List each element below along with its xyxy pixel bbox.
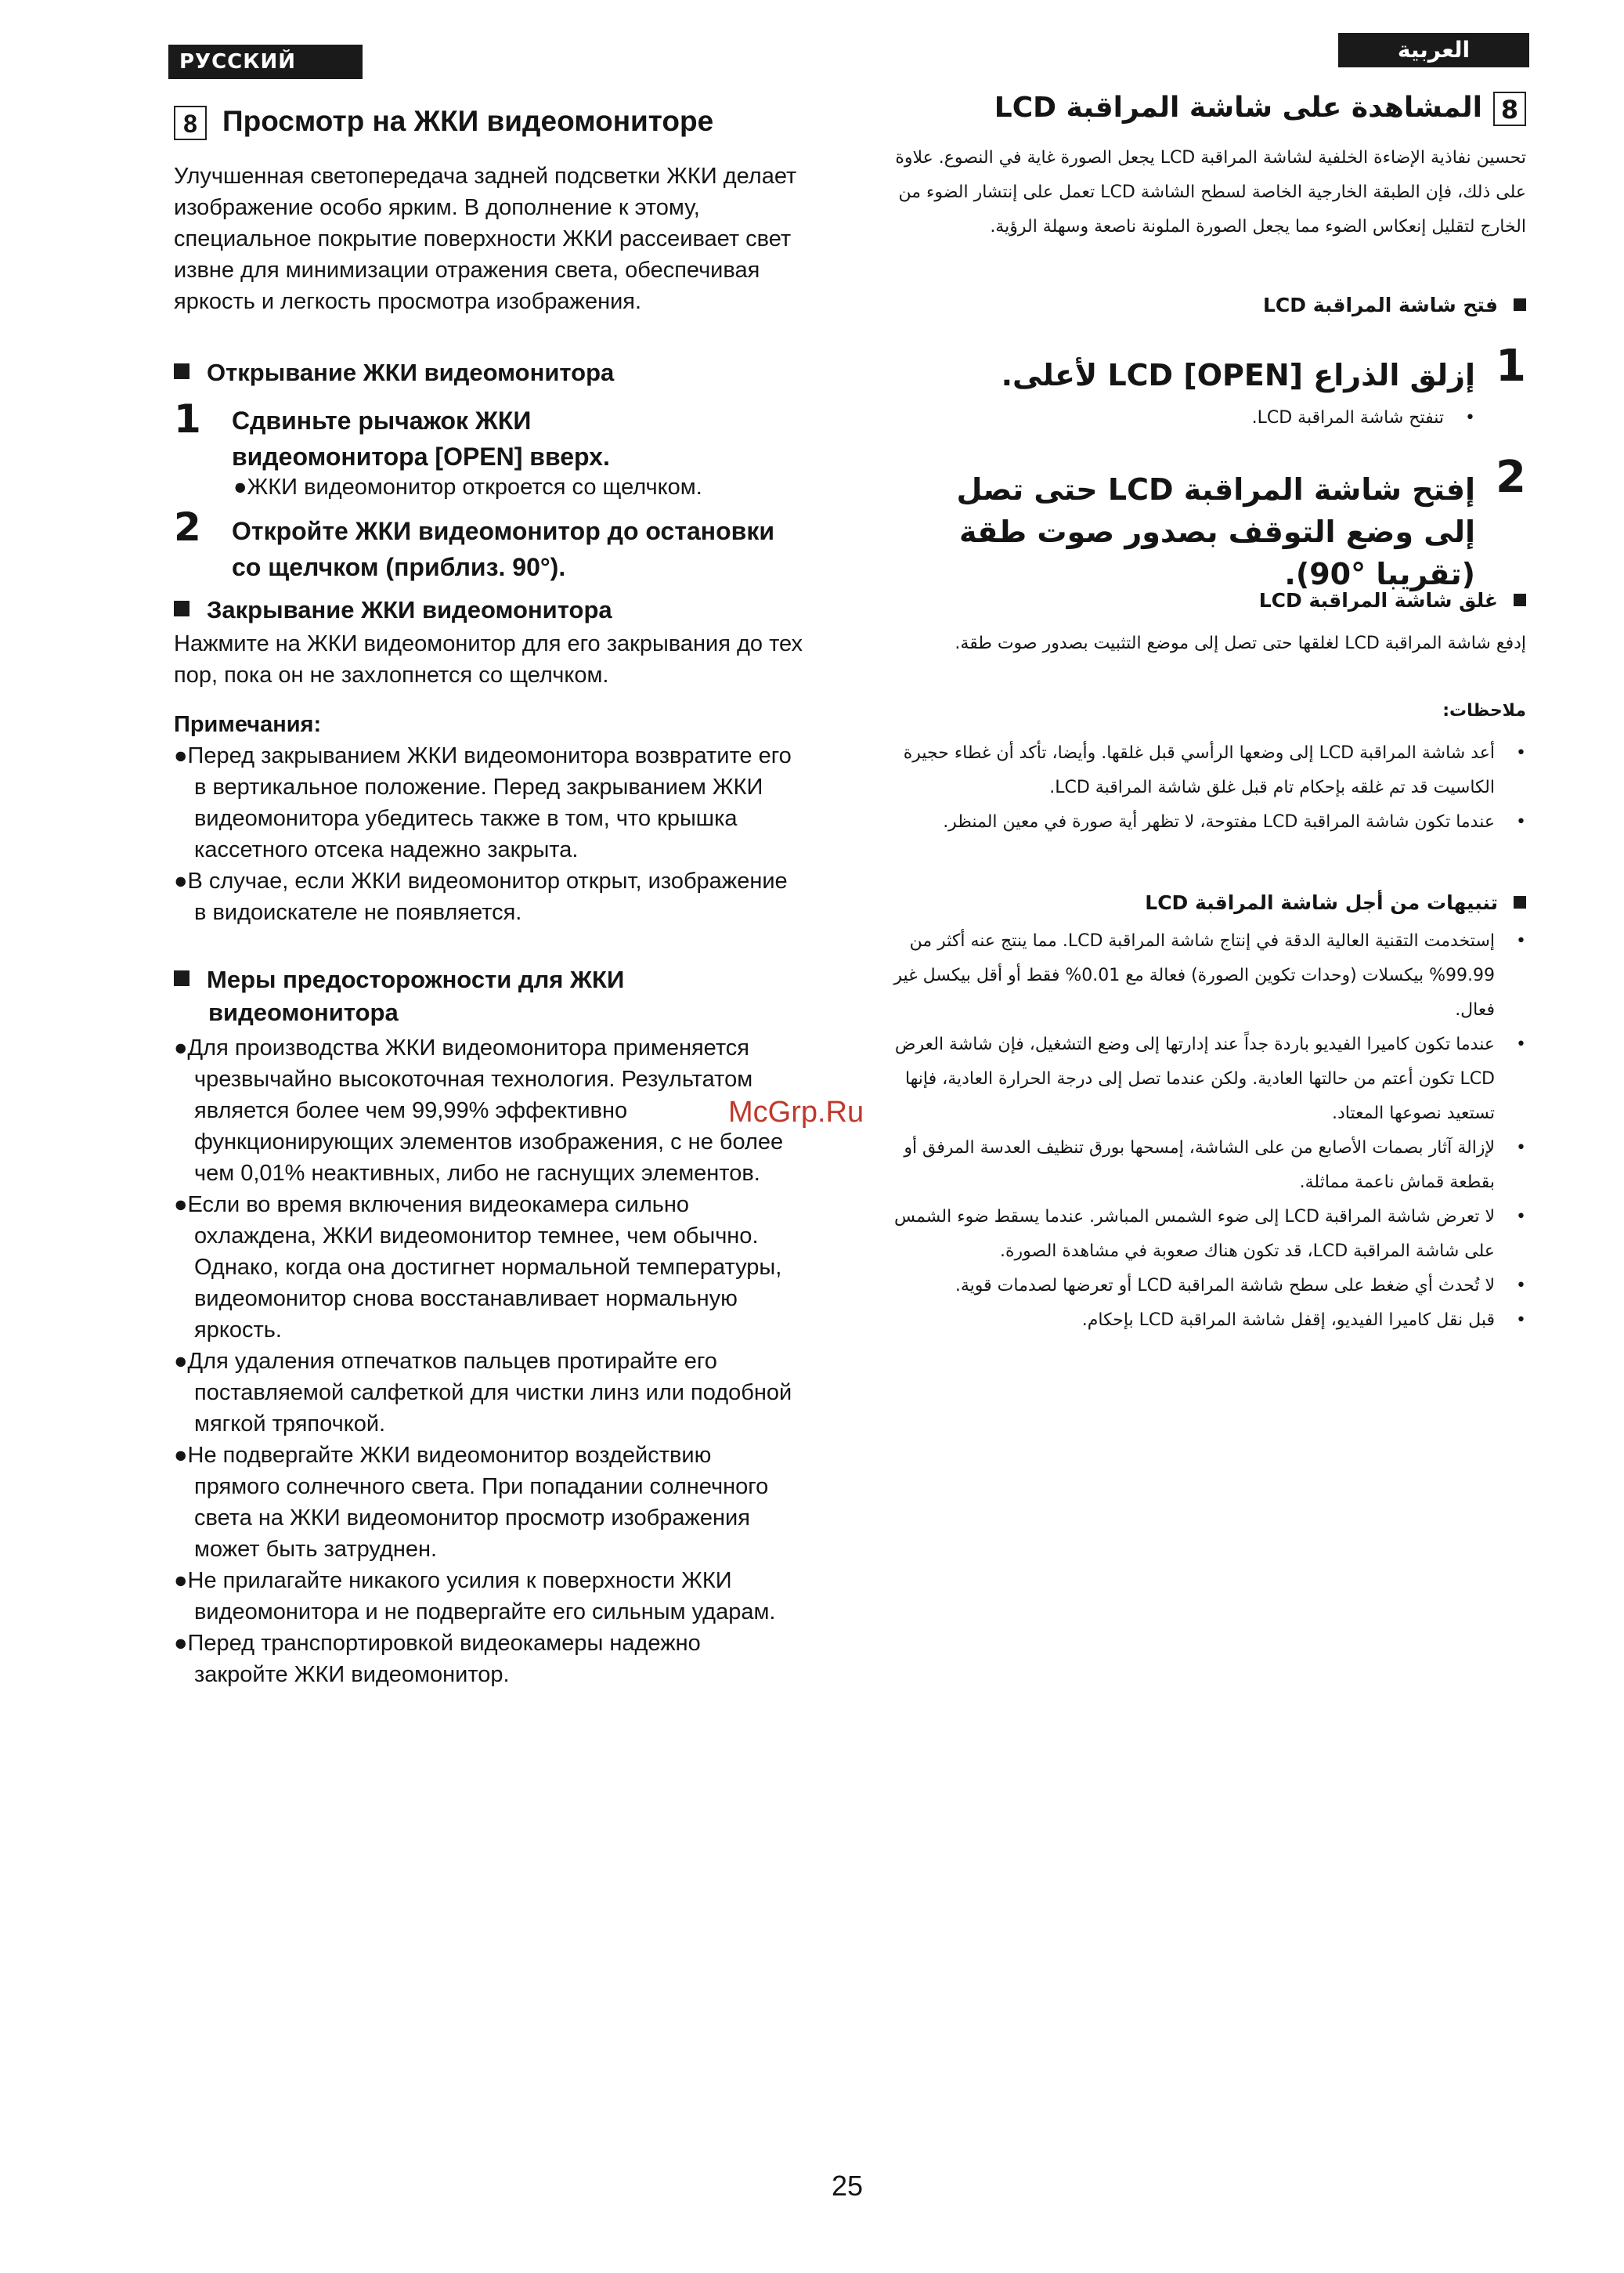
ar-precautions-heading: [1145, 891, 1526, 914]
ru-precaution-item: ●Для удаления отпечатков пальцев протирайте его поставляемой салфеткой для чистки линз или подобной мягкой тряпочкой.: [174, 1349, 792, 1436]
ar-step1-number: 1: [1496, 341, 1526, 392]
ru-step1-text: Сдвиньте рычажок ЖКИ видеомонитора [OPEN] вверх.: [232, 407, 610, 471]
ar-precaution-item: • عندما تكون كاميرا الفيديو باردة جداً عند إدارتها إلى وضع التشغيل، فإن شاشة العرض LCD تكون أعتم من حالتها العادية. ولكن عندما تصل إلى درجة الحرارة العادية، فإنها تستعيد نصوعها المعتاد.: [868, 1028, 1526, 1131]
ar-section-title: [994, 92, 1526, 126]
ar-notes-list: [868, 736, 1526, 840]
square-bullet-icon: [174, 970, 189, 986]
ru-close-heading: [174, 594, 612, 627]
ar-step2-text: إفتح شاشة المراقبة LCD حتى تصل إلى وضع التوقف بصدور صوت طقة (تقريبا °90).: [956, 472, 1475, 591]
ar-title-text: المشاهدة على شاشة المراقبة LCD: [994, 92, 1482, 124]
ar-open-heading-text: فتح شاشة المراقبة LCD: [1262, 294, 1498, 316]
ru-notes-heading: Примечания:: [174, 712, 322, 737]
square-bullet-icon: [1514, 896, 1526, 909]
language-tag-russian: РУССКИЙ ЯЗЫК: [168, 45, 363, 79]
ru-step1-note: ●ЖКИ видеомонитор откроется со щелчком.: [233, 475, 702, 500]
ru-step1-number: 1: [174, 396, 201, 442]
language-tag-arabic: العربية: [1338, 33, 1529, 67]
ar-close-heading: [1259, 589, 1526, 612]
ar-precaution-item: • لا تعرض شاشة المراقبة LCD إلى ضوء الشمس المباشر. عندما يسقط ضوء الشمس على شاشة المراقبة LCD، قد تكون هناك صعوبة في مشاهدة الصورة.: [868, 1200, 1526, 1269]
ar-step2-number: 2: [1496, 452, 1526, 503]
ar-section-number: 8: [1493, 92, 1526, 126]
ru-note-item: ●В случае, если ЖКИ видеомонитор открыт, изображение в видоискателе не появляется.: [174, 869, 788, 925]
ru-section-title: [174, 105, 713, 140]
ru-step2-number: 2: [174, 504, 201, 550]
ar-step1-text: إزلق الذراع [OPEN] LCD لأعلى.: [1001, 358, 1475, 392]
ar-precautions-heading-text: تنبيهات من أجل شاشة المراقبة LCD: [1145, 891, 1498, 914]
ar-note-item: • عندما تكون شاشة المراقبة LCD مفتوحة، لا تظهر أية صورة في معين المنظر.: [868, 805, 1526, 840]
square-bullet-icon: [174, 601, 189, 616]
ar-step1-note: • تنفتح شاشة المراقبة LCD.: [0, 401, 1475, 435]
ru-close-text: Нажмите на ЖКИ видеомонитор для его закрывания до тех пор, пока он не захлопнется со щелчком.: [174, 631, 803, 688]
ar-close-heading-text: غلق شاشة المراقبة LCD: [1258, 589, 1498, 612]
ru-precaution-item: ●Если во время включения видеокамера сильно охлаждена, ЖКИ видеомонитор темнее, чем обычно. Однако, когда она достигнет нормальной температуры, видеомонитор снова восстанавливает нормальную яркость.: [174, 1192, 782, 1342]
square-bullet-icon: [174, 363, 189, 379]
ar-open-heading: [1263, 294, 1526, 316]
ar-intro: تحسين نفاذية الإضاءة الخلفية لشاشة المراقبة LCD يجعل الصورة غاية في النصوع. علاوة على ذلك، فإن الطبقة الخارجية الخاصة لسطح الشاشة LCD تعمل على إنتشار الضوء من الخارج لتقليل إنعكاس الضوء مما يجعل الصورة الملونة ناصعة وسهلة الرؤية.: [895, 148, 1526, 237]
ru-precautions-list: [174, 1032, 800, 1690]
ru-precaution-item: ●Перед транспортировкой видеокамеры надежно закройте ЖКИ видеомонитор.: [174, 1631, 701, 1687]
ru-title-text: Просмотр на ЖКИ видеомониторе: [222, 105, 714, 137]
ru-note-item: ●Перед закрыванием ЖКИ видеомонитора возвратите его в вертикальное положение. Перед закрыванием ЖКИ видеомонитора убедитесь также в том, что крышка кассетного отсека надежно закрыта.: [174, 743, 792, 862]
ru-section-number: 8: [174, 106, 207, 140]
ar-notes-heading: ملاحظات:: [1442, 701, 1526, 721]
ru-open-heading: [174, 356, 614, 389]
square-bullet-icon: [1514, 594, 1526, 606]
ru-precautions-heading: [174, 963, 803, 1029]
ru-intro: Улучшенная светопередача задней подсветки ЖКИ делает изображение особо ярким. В дополнение к этому, специальное покрытие поверхности ЖКИ рассеивает свет извне для минимизации отражения света, обеспечивая яркость и легкость просмотра изображения.: [174, 164, 797, 314]
ar-close-text: إدفع شاشة المراقبة LCD لغلقها حتى تصل إلى موضع التثبيت بصدور صوت طقة.: [955, 634, 1526, 653]
ru-precaution-item: ●Для производства ЖКИ видеомонитора применяется чрезвычайно высокоточная технология. Результатом является более чем 99,99% эффективно функционирующих элементов изображения, с не более чем 0,01% неактивных, либо не гаснущих элементов.: [174, 1035, 784, 1186]
ru-precaution-item: ●Не прилагайте никакого усилия к поверхности ЖКИ видеомонитора и не подвергайте его сильным ударам.: [174, 1568, 776, 1624]
ar-precautions-list: [868, 924, 1526, 1338]
ru-precautions-heading-text: Меры предосторожности для ЖКИ видеомонитора: [207, 966, 625, 1026]
page-number: 25: [832, 2170, 864, 2202]
ar-precaution-item: • لا تُحدث أي ضغط على سطح شاشة المراقبة LCD أو تعرضها لصدمات قوية.: [868, 1269, 1526, 1303]
ru-precaution-item: ●Не подвергайте ЖКИ видеомонитор воздействию прямого солнечного света. При попадании солнечного света на ЖКИ видеомонитор просмотр изображения может быть затруднен.: [174, 1443, 769, 1562]
ar-precaution-item: • إستخدمت التقنية العالية الدقة في إنتاج شاشة المراقبة LCD. مما ينتج عنه أكثر من 99.99% بيكسلات (وحدات تكوين الصورة) فعالة مع 0.01% فقط أو أقل بيكسل غير فعال.: [868, 924, 1526, 1028]
ar-precaution-item: • لإزالة آثار بصمات الأصابع من على الشاشة، إمسحها بورق تنظيف العدسة المرفق أو بقطعة قماش ناعمة مماثلة.: [868, 1131, 1526, 1200]
watermark: McGrp.Ru: [728, 1096, 864, 1129]
ru-step2-text: Откройте ЖКИ видеомонитор до остановки со щелчком (приблиз. 90°).: [232, 517, 775, 581]
ru-open-heading-text: Открывание ЖКИ видеомонитора: [207, 359, 615, 386]
ru-notes-list: [174, 740, 792, 928]
ar-note-item: • أعد شاشة المراقبة LCD إلى وضعها الرأسي قبل غلقها. وأيضا، تأكد أن غطاء حجيرة الكاسيت قد تم غلقه بإحكام تام قبل غلق شاشة المراقبة LCD.: [868, 736, 1526, 805]
square-bullet-icon: [1514, 298, 1526, 311]
ru-close-heading-text: Закрывание ЖКИ видеомонитора: [207, 596, 612, 623]
ar-precaution-item: • قبل نقل كاميرا الفيديو، إقفل شاشة المراقبة LCD بإحكام.: [868, 1303, 1526, 1338]
